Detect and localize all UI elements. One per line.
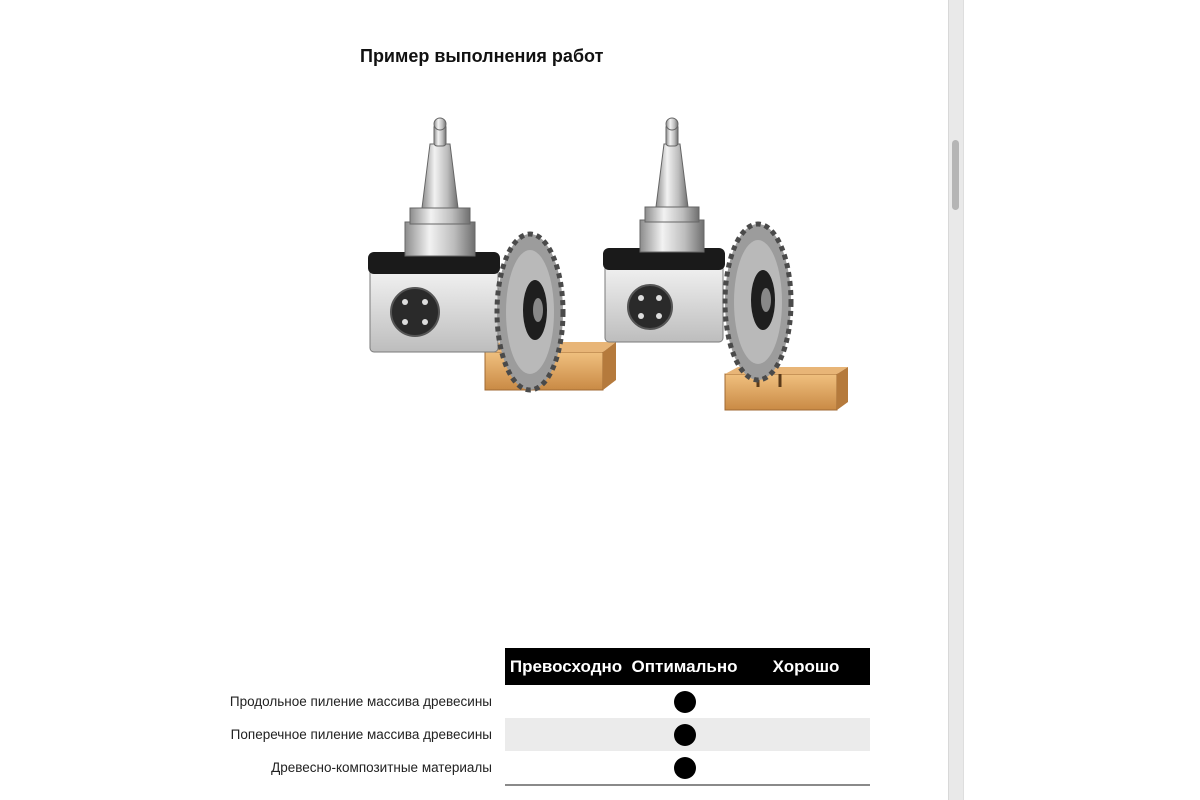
saw-blade-right: [725, 224, 791, 380]
rating-dot: [674, 757, 696, 779]
angle-head-left: [368, 118, 616, 390]
application-table: [200, 648, 870, 786]
row-label: Продольное пиление массива древесины: [229, 694, 492, 709]
scrollbar-thumb[interactable]: [952, 140, 959, 210]
rating-dot: [674, 724, 696, 746]
vertical-scrollbar[interactable]: [948, 0, 964, 800]
table-row: [200, 718, 870, 751]
table-bottom-rule: [505, 784, 870, 786]
angle-head-saw-illustration: [360, 112, 850, 412]
header-optimal: Оптимально: [631, 656, 738, 676]
table-row: [200, 685, 870, 718]
row-label: Поперечное пиление массива древесины: [230, 727, 492, 742]
row-label: Древесно-композитные материалы: [271, 760, 492, 775]
header-excellent: Превосходно: [509, 656, 623, 676]
table-header: [200, 648, 870, 685]
header-good: Хорошо: [772, 656, 840, 676]
rating-dot: [674, 691, 696, 713]
page-title: Пример выполнения работ: [360, 46, 604, 66]
table-row: [200, 751, 870, 784]
angle-head-right: [603, 118, 848, 410]
saw-blade-left: [497, 234, 563, 390]
